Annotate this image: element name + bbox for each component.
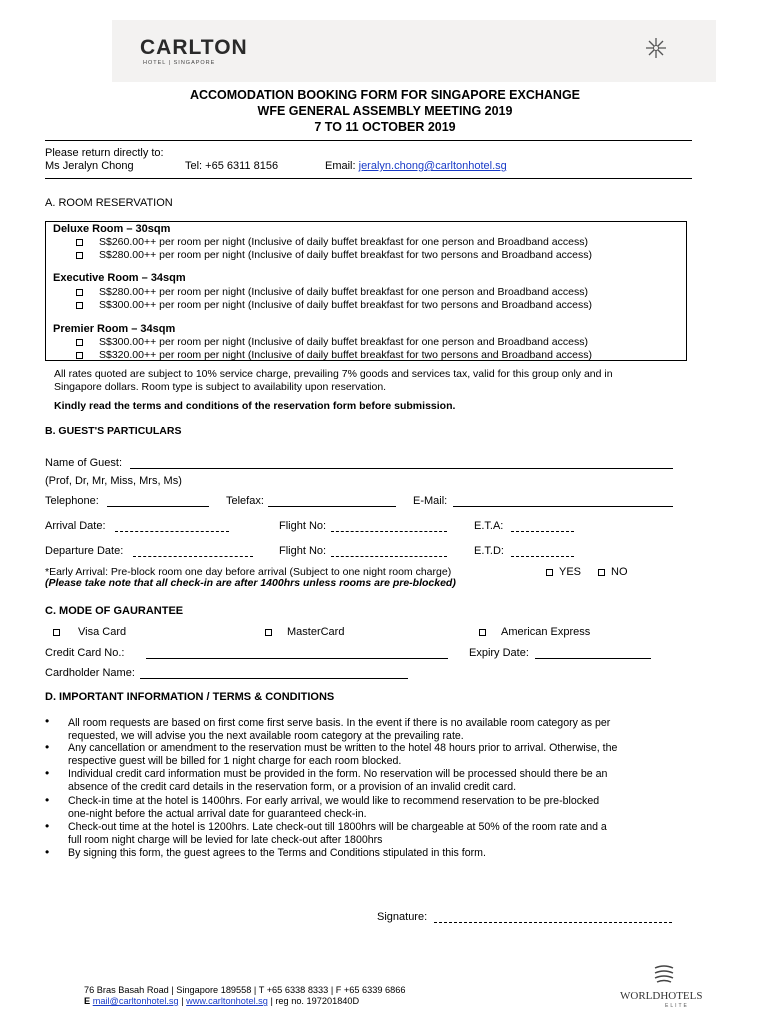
rate-text: S$320.00++ per room per night (Inclusive of daily buffet breakfast for two persons and Broadband access) <box>99 349 593 361</box>
carlton-star-icon <box>645 37 667 59</box>
telephone-field[interactable] <box>107 495 209 507</box>
bullet: • <box>45 714 50 728</box>
rate-text: S$300.00++ per room per night (Inclusive of daily buffet breakfast for one person and Broadband access) <box>99 336 588 348</box>
cardholder-label: Cardholder Name: <box>45 667 135 679</box>
arrival-flight-field[interactable] <box>331 520 447 532</box>
elite-label: ELITE <box>665 1003 689 1009</box>
telefax-field[interactable] <box>268 495 396 507</box>
rates-note: All rates quoted are subject to 10% service charge, prevailing 7% goods and services tax, valid for this group only and in <box>54 368 613 380</box>
kindly-note: Kindly read the terms and conditions of the reservation form before submission. <box>54 400 456 412</box>
contact-email <box>325 160 507 172</box>
eta-label: E.T.A: <box>474 520 504 532</box>
checkbox[interactable] <box>76 302 83 309</box>
checkbox[interactable] <box>76 252 83 259</box>
footer-web-link[interactable]: www.carltonhotel.sg <box>186 996 268 1006</box>
room-type-executive: Executive Room – 34sqm <box>53 272 186 284</box>
early-arrival-text: *Early Arrival: Pre-block room one day before arrival (Subject to one night room charge) <box>45 566 452 578</box>
checkbox[interactable] <box>479 629 486 636</box>
arrival-date-field[interactable] <box>115 520 229 532</box>
form-title-line3: 7 TO 11 OCTOBER 2019 <box>314 120 456 134</box>
footer-links: E mail@carltonhotel.sg | www.carltonhotel.sg | reg no. 197201840D <box>84 996 360 1006</box>
yes-label: YES <box>559 566 582 578</box>
contact-name: Ms Jeralyn Chong <box>45 160 134 172</box>
early-arrival-no[interactable] <box>598 566 628 578</box>
form-title-line1: ACCOMODATION BOOKING FORM FOR SINGAPORE EXCHANGE <box>189 88 581 102</box>
bullet: • <box>45 740 50 754</box>
eta-field[interactable] <box>511 520 574 532</box>
section-b-heading: B. GUEST'S PARTICULARS <box>45 425 182 437</box>
no-label: NO <box>611 566 628 578</box>
contact-tel: Tel: +65 6311 8156 <box>185 160 279 172</box>
guest-email-field[interactable] <box>453 495 673 507</box>
cc-no-field[interactable] <box>146 647 448 659</box>
checkbox[interactable] <box>265 629 272 636</box>
checkbox[interactable] <box>546 569 553 576</box>
rate-text: S$280.00++ per room per night (Inclusive of daily buffet breakfast for one person and Broadband access) <box>99 286 588 298</box>
signature-field[interactable] <box>434 911 672 923</box>
rate-option[interactable] <box>76 349 592 361</box>
email-label: Email: <box>325 160 356 172</box>
signature-label: Signature: <box>377 911 428 923</box>
rates-note: Singapore dollars. Room type is subject to availability upon reservation. <box>54 381 387 393</box>
email-prefix: E <box>84 996 91 1006</box>
checkbox[interactable] <box>76 289 83 296</box>
flight-no-label: Flight No: <box>279 520 327 532</box>
card-option-amex[interactable] <box>479 626 590 638</box>
rate-text: S$260.00++ per room per night (Inclusive of daily buffet breakfast for one person and Broadband access) <box>99 236 588 248</box>
flight-no-label: Flight No: <box>279 545 327 557</box>
arrival-label: Arrival Date: <box>45 520 106 532</box>
room-type-deluxe: Deluxe Room – 30sqm <box>53 223 171 235</box>
rate-option[interactable] <box>76 299 592 311</box>
checkbox[interactable] <box>76 352 83 359</box>
term-item: Individual credit card information must be provided in the form. No reservation will be processed should there be an absence of the credit card details in the reservation form, or a provision of an invalid credit card. <box>68 768 608 793</box>
term-item: By signing this form, the guest agrees to the Terms and Conditions stipulated in this form. <box>68 847 486 859</box>
divider <box>45 178 692 179</box>
bullet: • <box>45 845 50 859</box>
card-label: Visa Card <box>78 626 127 638</box>
rate-option[interactable] <box>76 249 592 261</box>
divider <box>45 140 692 141</box>
reg-no: | reg no. 197201840D <box>270 996 360 1006</box>
rate-option[interactable] <box>76 236 588 248</box>
email-field-label: E-Mail: <box>413 495 448 507</box>
expiry-label: Expiry Date: <box>469 647 529 659</box>
room-type-premier: Premier Room – 34sqm <box>53 323 176 335</box>
checkin-note: (Please take note that all check-in are after 1400hrs unless rooms are pre-blocked) <box>45 577 456 589</box>
checkbox[interactable] <box>76 239 83 246</box>
checkbox[interactable] <box>598 569 605 576</box>
footer-email-link[interactable]: mail@carltonhotel.sg <box>92 996 179 1006</box>
section-a-heading: A. ROOM RESERVATION <box>45 197 173 209</box>
rate-option[interactable] <box>76 336 588 348</box>
card-option-visa[interactable] <box>53 626 126 638</box>
etd-field[interactable] <box>511 545 574 557</box>
guest-name-field[interactable] <box>130 457 673 469</box>
email-link[interactable]: jeralyn.chong@carltonhotel.sg <box>358 160 507 172</box>
brand-logo: CARLTON <box>140 36 248 59</box>
telefax-label: Telefax: <box>226 495 264 507</box>
term-item: Any cancellation or amendment to the reservation must be written to the hotel 48 hours prior to arrival. Otherwise, the respective guest will be billed for 1 night charge for each room blocked. <box>68 742 618 767</box>
form-title-line2: WFE GENERAL ASSEMBLY MEETING 2019 <box>257 104 513 118</box>
departure-label: Departure Date: <box>45 545 124 557</box>
card-option-mastercard[interactable] <box>265 626 344 638</box>
departure-date-field[interactable] <box>133 545 253 557</box>
title-hint: (Prof, Dr, Mr, Miss, Mrs, Ms) <box>45 475 182 487</box>
rate-text: S$280.00++ per room per night (Inclusive of daily buffet breakfast for two persons and Broadband access) <box>99 249 593 261</box>
early-arrival-yes[interactable] <box>546 566 581 578</box>
departure-flight-field[interactable] <box>331 545 447 557</box>
telephone-label: Telephone: <box>45 495 99 507</box>
card-label: MasterCard <box>287 626 345 638</box>
worldhotels-logo: WORLDHOTELS <box>620 990 703 1002</box>
expiry-field[interactable] <box>535 647 651 659</box>
rate-text: S$300.00++ per room per night (Inclusive of daily buffet breakfast for two persons and Broadband access) <box>99 299 593 311</box>
footer-address: 76 Bras Basah Road | Singapore 189558 | T +65 6338 8333 | F +65 6339 6866 <box>84 985 406 995</box>
bullet: • <box>45 819 50 833</box>
etd-label: E.T.D: <box>474 545 504 557</box>
checkbox[interactable] <box>76 339 83 346</box>
return-label: Please return directly to: <box>45 147 164 159</box>
term-item: All room requests are based on first come first serve basis. In the event if there is no available room category as per requested, we will advise you the next available room category at the prevailing rate. <box>68 717 611 742</box>
bullet: • <box>45 766 50 780</box>
cardholder-field[interactable] <box>140 667 408 679</box>
card-label: American Express <box>501 626 591 638</box>
guest-name-label: Name of Guest: <box>45 457 123 469</box>
rate-option[interactable] <box>76 286 588 298</box>
worldhotels-icon <box>652 963 676 985</box>
term-item: Check-in time at the hotel is 1400hrs. For early arrival, we would like to recommend reservation to be pre-blocked one-night before the actual arrival date for guaranteed check-in. <box>68 795 600 820</box>
section-d-heading: D. IMPORTANT INFORMATION / TERMS & CONDITIONS <box>45 691 335 703</box>
checkbox[interactable] <box>53 629 60 636</box>
bullet: • <box>45 793 50 807</box>
section-c-heading: C. MODE OF GAURANTEE <box>45 605 184 617</box>
brand-subtitle: HOTEL | SINGAPORE <box>143 60 216 66</box>
cc-no-label: Credit Card No.: <box>45 647 125 659</box>
term-item: Check-out time at the hotel is 1200hrs. Late check-out till 1800hrs will be chargeable at 50% of the room rate and a full room night charge will be levied for late check-out after 1800hrs <box>68 821 607 846</box>
